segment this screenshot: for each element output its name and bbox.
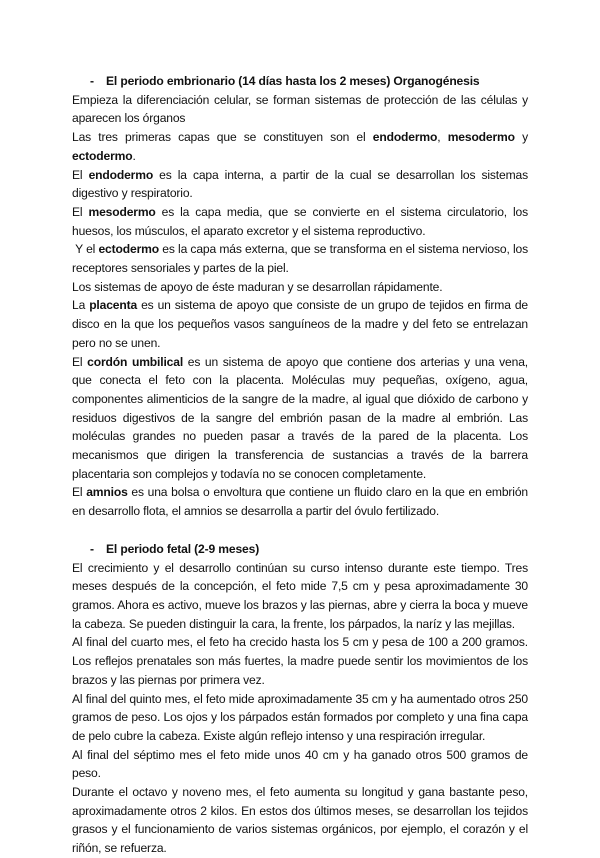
paragraph-placenta — [72, 296, 528, 352]
text-run: , — [437, 130, 448, 145]
term-mesodermo: mesodermo — [447, 130, 515, 145]
term-endodermo: endodermo — [372, 130, 438, 145]
section-heading-embrionario — [72, 72, 528, 91]
paragraph-diferenciacion: Empieza la diferenciación celular, se forman sistemas de protección de las células y aparecen los órganos — [72, 92, 528, 126]
document-body — [72, 72, 528, 858]
text-run: El — [72, 485, 87, 500]
text-run: El — [72, 167, 89, 182]
text-run: es un sistema de apoyo que contiene dos arterias y una vena, que conecta el feto con la placenta. Moléculas muy pequeñas, oxígeno, agua, componentes alimenticios de la sangre de la madre, al igual que dióxido de carbono y residuos digestivos de la sangre del embrión pasan de la madre al embrión. Las moléculas grandes no pueden pasar a través de la pared de la placenta. Los mecanismos que dirigen la transferencia de sustancias a través de la barrera placentaria son complejos y todavía no se conocen completamente. — [72, 354, 528, 481]
paragraph-crecimiento: El crecimiento y el desarrollo continúan su curso intenso durante este tiempo. Tres meses después de la concepción, el feto mide 7,5 cm y pesa aproximadamente 30 gramos. Ahora es activo, mueve los brazos y las piernas, abre y cierra la boca y mueve la cabeza. Se pueden distinguir la cara, la frente, los párpados, la naríz y las mejillas. — [72, 560, 528, 631]
paragraph-quinto-mes: Al final del quinto mes, el feto mide aproximadamente 35 cm y ha aumentado otros 250 gramos de peso. Los ojos y los párpados están formados por completo y una fina capa de pelo cubre la cabeza. Existe algún reflejo intenso y una respiración irregular. — [72, 691, 528, 743]
text-run: . — [132, 148, 136, 163]
heading-text: El periodo embrionario (14 días hasta los 2 meses) Organogénesis — [106, 74, 480, 88]
paragraph-mesodermo — [72, 203, 528, 240]
text-run: es un sistema de apoyo que consiste de un grupo de tejidos en firma de disco en la que los pequeños vasos sanguíneos de la madre y del feto se entrelazan pero no se unen. — [72, 298, 528, 350]
paragraph-amnios — [72, 483, 528, 520]
text-run: La — [72, 298, 90, 313]
term-placenta: placenta — [89, 298, 138, 313]
term-ectodermo: ectodermo — [72, 148, 133, 163]
text-run: Las tres primeras capas que se constituyen son el — [72, 130, 373, 145]
paragraph-tres-capas — [72, 128, 528, 165]
paragraph-septimo-mes: Al final del séptimo mes el feto mide unos 40 cm y ha ganado otros 500 gramos de peso. — [72, 747, 528, 781]
section-spacer — [72, 521, 528, 540]
paragraph-cuarto-mes: Al final del cuarto mes, el feto ha crecido hasta los 5 cm y pesa de 100 a 200 gramos. Los reflejos prenatales son más fuertes, la madre puede sentir los movimientos de los brazos y las piernas por primera vez. — [72, 635, 528, 687]
section-heading-fetal — [72, 540, 528, 559]
term-amnios: amnios — [86, 485, 128, 500]
list-dash: - — [90, 74, 94, 88]
heading-text: El periodo fetal (2-9 meses) — [106, 541, 260, 556]
term-ectodermo: ectodermo — [98, 242, 159, 257]
paragraph-ectodermo — [72, 240, 528, 277]
term-mesodermo: mesodermo — [88, 204, 156, 219]
paragraph-sistemas-apoyo: Los sistemas de apoyo de éste maduran y se desarrollan rápidamente. — [72, 279, 443, 294]
paragraph-endodermo — [72, 166, 528, 203]
text-run: es la capa media, que se convierte en el sistema circulatorio, los huesos, los músculos, el aparato excretor y el sistema reproductivo. — [72, 204, 529, 238]
paragraph-cordon-umbilical — [72, 353, 528, 484]
list-dash: - — [90, 541, 94, 556]
term-endodermo: endodermo — [88, 167, 154, 182]
text-run: es la capa más externa, que se transforma en el sistema nervioso, los receptores sensoriales y partes de la piel. — [72, 242, 528, 276]
text-run: es la capa interna, a partir de la cual se desarrollan los sistemas digestivo y respiratorio. — [72, 167, 528, 201]
text-run: es una bolsa o envoltura que contiene un fluido claro en la que en embrión en desarrollo flota, el amnios se desarrolla a partir del óvulo fertilizado. — [72, 485, 529, 519]
paragraph-octavo-noveno-mes: Durante el octavo y noveno mes, el feto aumenta su longitud y gana bastante peso, aproximadamente otros 2 kilos. En estos dos últimos meses, se desarrollan los tejidos grasos y el funcionamiento de varios sistemas orgánicos, por ejemplo, el corazón y el riñón, se refuerza. — [72, 785, 528, 856]
text-run: y — [514, 130, 528, 145]
term-cordon-umbilical: cordón umbilical — [87, 354, 184, 369]
text-run: El — [72, 204, 89, 219]
text-run: El — [72, 354, 88, 369]
text-run: Y el — [72, 242, 99, 257]
